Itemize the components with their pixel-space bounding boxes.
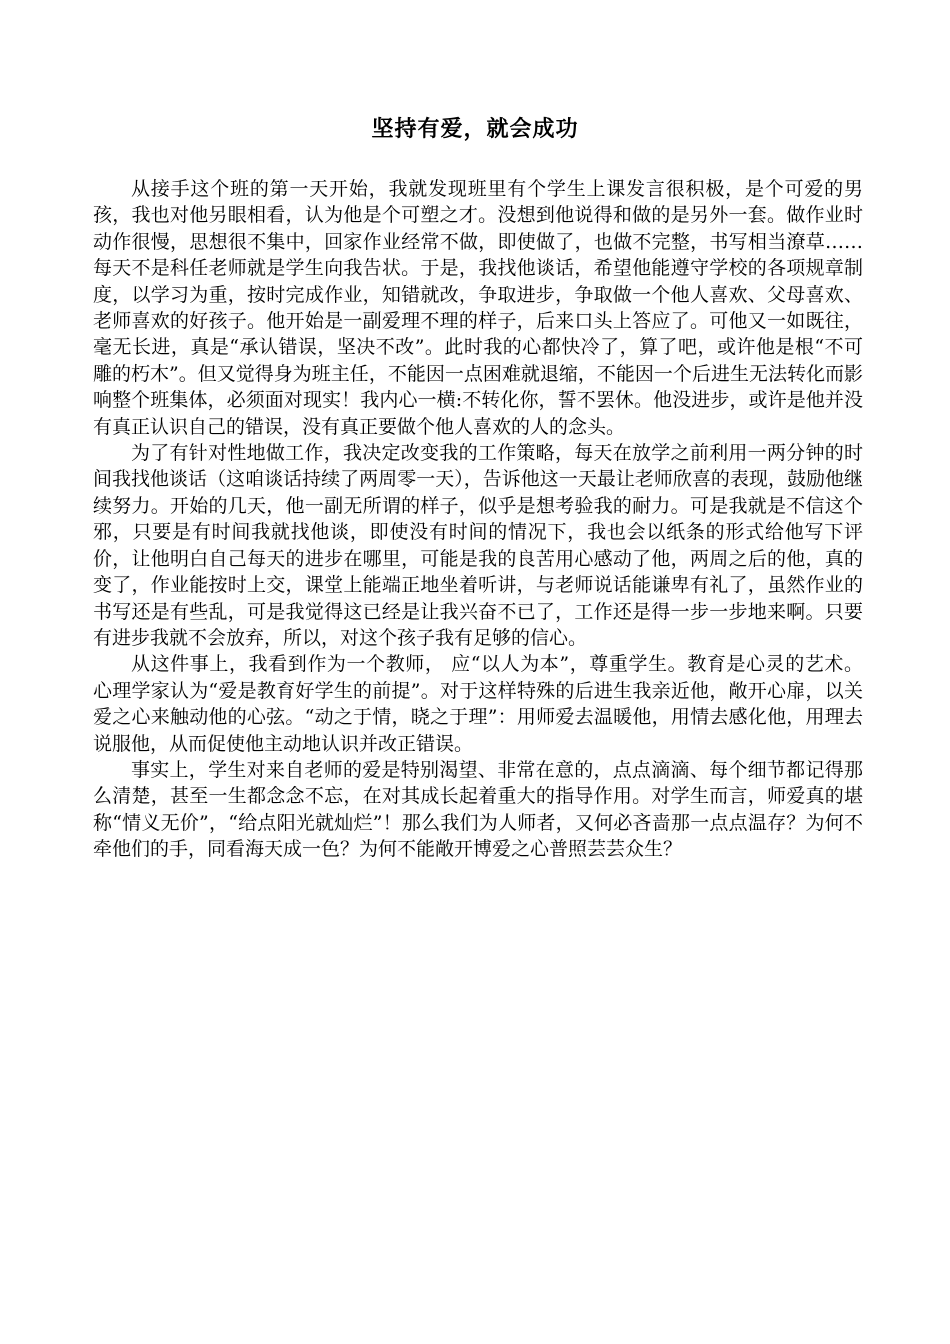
- paragraph-2: 为了有针对性地做工作，我决定改变我的工作策略，每天在放学之前利用一两分钟的时间我找他谈话（这咱谈话持续了两周零一天），告诉他这一天最让老师欣喜的表现，鼓励他继续努力。开始的几天，他一副无所谓的样子，似乎是想考验我的耐力。可是我就是不信这个邪，只要是有时间我就找他谈，即使没有时间的情况下，我也会以纸条的形式给他写下评价，让他明白自己每天的进步在哪里，可能是我的良苦用心感动了他，两周之后的他，真的变了，作业能按时上交，课堂上能端正地坐着听讲，与老师说话能谦卑有礼了，虽然作业的书写还是有些乱，可是我觉得这已经是让我兴奋不已了，工作还是得一步一步地来啊。只要有进步我就不会放弃，所以，对这个孩子我有足够的信心。: [93, 442, 863, 649]
- paragraph-3: 从这件事上，我看到作为一个教师， 应“以人为本”，尊重学生。教育是心灵的艺术。 心理学家认为“爱是教育好学生的前提”。对于这样特殊的后进生我亲近他，敞开心扉，以关爱之心来触动他的心弦。“动之于情，晓之于理”：用师爱去温暖他，用情去感化他，用理去说服他，从而促使他主动地认识并改正错误。: [93, 653, 863, 755]
- paragraph-4: 事实上，学生对来自老师的爱是特别渴望、非常在意的，点点滴滴、每个细节都记得那么清楚，甚至一生都念念不忘，在对其成长起着重大的指导作用。对学生而言，师爱真的堪称“情义无价”，“给点阳光就灿烂”！那么我们为人师者，又何必吝啬那一点点温存？为何不牵他们的手，同看海天成一色？为何不能敞开博爱之心普照芸芸众生？: [93, 758, 863, 861]
- paragraph-1: 从接手这个班的第一天开始，我就发现班里有个学生上课发言很积极，是个可爱的男孩，我也对他另眼相看，认为他是个可塑之才。没想到他说得和做的是另外一套。做作业时动作很慢，思想很不集中，回家作业经常不做，即使做了，也做不完整，书写相当潦草……每天不是科任老师就是学生向我告状。于是，我找他谈话，希望他能遵守学校的各项规章制度，以学习为重，按时完成作业，知错就改，争取进步，争取做一个他人喜欢、父母喜欢、老师喜欢的好孩子。他开始是一副爱理不理的样子，后来口头上答应了。可他又一如既往，毫无长进，真是“承认错误，坚决不改”。此时我的心都快冷了，算了吧，或许他是根“不可雕的朽木”。但又觉得身为班主任，不能因一点困难就退缩，不能因一个后进生无法转化而影响整个班集体，必须面对现实！我内心一横:不转化你，誓不罢休。他没进步，或许是他并没有真正认识自己的错误，没有真正要做个他人喜欢的人的念头。: [93, 178, 863, 438]
- document-body: [93, 176, 863, 863]
- document-title: 坚持有爱，就会成功: [371, 117, 579, 142]
